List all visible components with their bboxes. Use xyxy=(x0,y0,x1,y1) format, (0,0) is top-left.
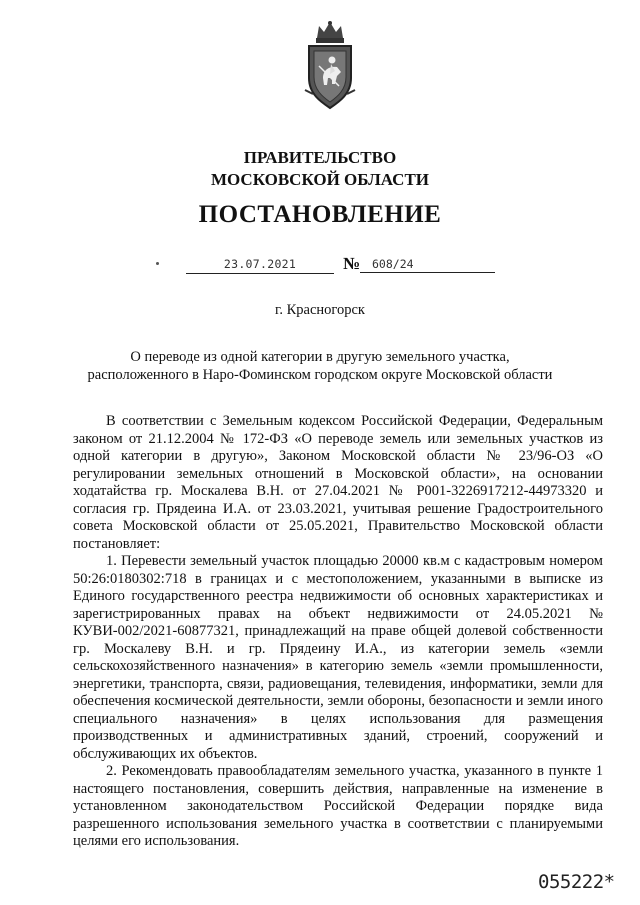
government-name-line1: ПРАВИТЕЛЬСТВО xyxy=(243,148,397,167)
number-sign: № xyxy=(343,254,361,273)
preamble-paragraph: В соответствии с Земельным кодексом Российской Федерации, Федеральным законом от 21.12.2004 № 172-ФЗ «О переводе земель или земельных участков из одной категории в другую», Законом Московской области № 23/96-ОЗ «О регулировании земельных отношений в Московской области», на основании ходатайства гр. Москалева В.Н. от 27.04.2021 № Р001-3226917212-44973320 и согласия гр. Прядеина И.А. от 23.03.2021, учитывая решение Градостроительного совета Московской области от 25.05.2021, Правительство Московской области постановляет: xyxy=(73,413,603,552)
document-body xyxy=(73,413,603,851)
place-of-issue: г. Красногорск xyxy=(275,302,365,318)
subject-line2: расположенного в Наро-Фоминском городском округе Московской области xyxy=(87,367,553,383)
document-date: 23.07.2021 xyxy=(186,255,334,274)
government-name-line2: МОСКОВСКОЙ ОБЛАСТИ xyxy=(210,170,430,189)
scan-dot xyxy=(156,262,159,265)
document-type-title: ПОСТАНОВЛЕНИЕ xyxy=(198,201,442,228)
serial-stamp-number: 055222* xyxy=(538,871,615,893)
item-1-paragraph: 1. Перевести земельный участок площадью 20000 кв.м с кадастровым номером 50:26:0180302:718 в границах и с местоположением, указанными в выписке из Единого государственного реестра недвижимости об основных характеристиках и зарегистрированных правах на объект недвижимости от 24.05.2021 № КУВИ-002/2021-60877321, принадлежащий на праве общей долевой собственности гр. Москалеву В.Н. и гр. Прядеину И.А., из категории земель «земли сельскохозяйственного назначения» в категорию земель «земли промышленности, энергетики, транспорта, связи, радиовещания, телевидения, информатики, земли для обеспечения космической деятельности, земли обороны, безопасности и земли иного специального назначения» в целях использования для размещения производственных и административных зданий, строений, сооружений и обслуживающих их объектов. xyxy=(73,553,603,762)
moscow-oblast-coat-of-arms-icon xyxy=(299,20,361,112)
item-2-paragraph: 2. Рекомендовать правообладателям земельного участка, указанного в пункте 1 настоящего постановления, совершить действия, направленные на изменение в установленном законодательством Российской Федерации порядке вида разрешенного использования земельного участка в соответствии с планируемыми целями его использования. xyxy=(73,763,603,849)
document-number: 608/24 xyxy=(360,255,495,273)
subject-line1: О переводе из одной категории в другую земельного участка, xyxy=(130,349,510,365)
